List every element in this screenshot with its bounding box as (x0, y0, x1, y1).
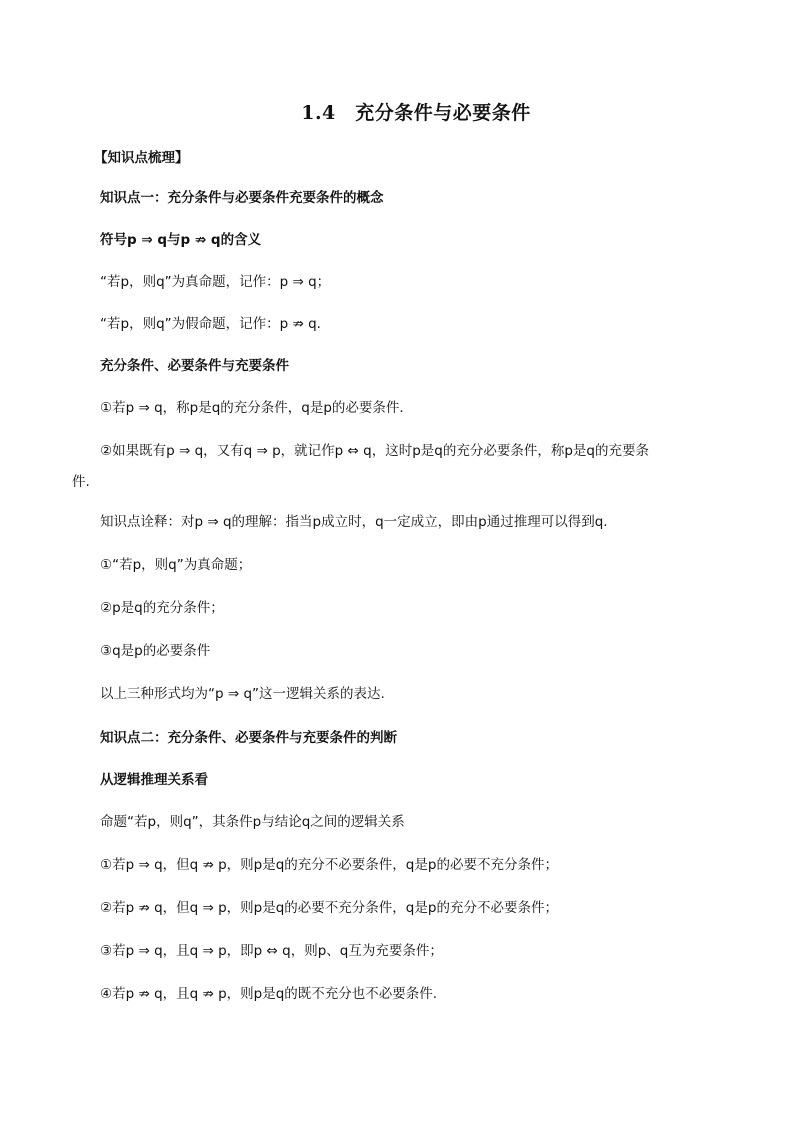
paragraph-true-proposition: “若p，则q”为真命题，记作：p ⇒ q； (100, 274, 331, 290)
paragraph-summary: 以上三种形式均为“p ⇒ q”这一逻辑关系的表达. (100, 686, 385, 702)
list-item-necessary-and-sufficient: ②如果既有p ⇒ q，又有q ⇒ p，就记作p ⇔ q，这时p是q的充分必要条件，称p是q的充要条 (100, 443, 649, 459)
paragraph-false-proposition: “若p，则q”为假命题，记作：p ⇏ q. (100, 316, 321, 332)
subheading-conditions: 充分条件、必要条件与充要条件 (100, 358, 289, 374)
list-item-case-1: ①若p ⇒ q，但q ⇏ p，则p是q的充分不必要条件，q是p的必要不充分条件； (100, 857, 558, 873)
subheading-logical-reasoning: 从逻辑推理关系看 (100, 772, 208, 788)
list-item-form-2: ②p是q的充分条件； (100, 600, 224, 616)
list-item-case-2: ②若p ⇏ q，但q ⇒ p，则p是q的必要不充分条件，q是p的充分不必要条件； (100, 900, 558, 916)
heading-knowledge-point-1: 知识点一：充分条件与必要条件充要条件的概念 (100, 190, 384, 206)
section-label-knowledge-summary: 【知识点梳理】 (94, 150, 189, 166)
list-item-case-4: ④若p ⇏ q，且q ⇏ p，则p是q的既不充分也不必要条件. (100, 986, 438, 1002)
list-item-form-1: ①“若p，则q”为真命题； (100, 557, 252, 573)
paragraph-knowledge-note: 知识点诠释：对p ⇒ q的理解：指当p成立时，q一定成立，即由p通过推理可以得到q. (100, 514, 608, 530)
page-title: 1.4 充分条件与必要条件 (301, 102, 531, 124)
list-item-sufficient-necessary: ①若p ⇒ q，称p是q的充分条件，q是p的必要条件. (100, 400, 404, 416)
list-item-continuation: 件. (72, 474, 90, 490)
list-item-form-3: ③q是p的必要条件 (100, 643, 211, 659)
heading-knowledge-point-2: 知识点二：充分条件、必要条件与充要条件的判断 (100, 730, 397, 746)
paragraph-proposition-relation: 命题“若p，则q”，其条件p与结论q之间的逻辑关系 (100, 814, 405, 830)
list-item-case-3: ③若p ⇒ q，且q ⇒ p，即p ⇔ q，则p、q互为充要条件； (100, 943, 443, 959)
subheading-symbol-meaning: 符号p ⇒ q与p ⇏ q的含义 (100, 232, 262, 248)
